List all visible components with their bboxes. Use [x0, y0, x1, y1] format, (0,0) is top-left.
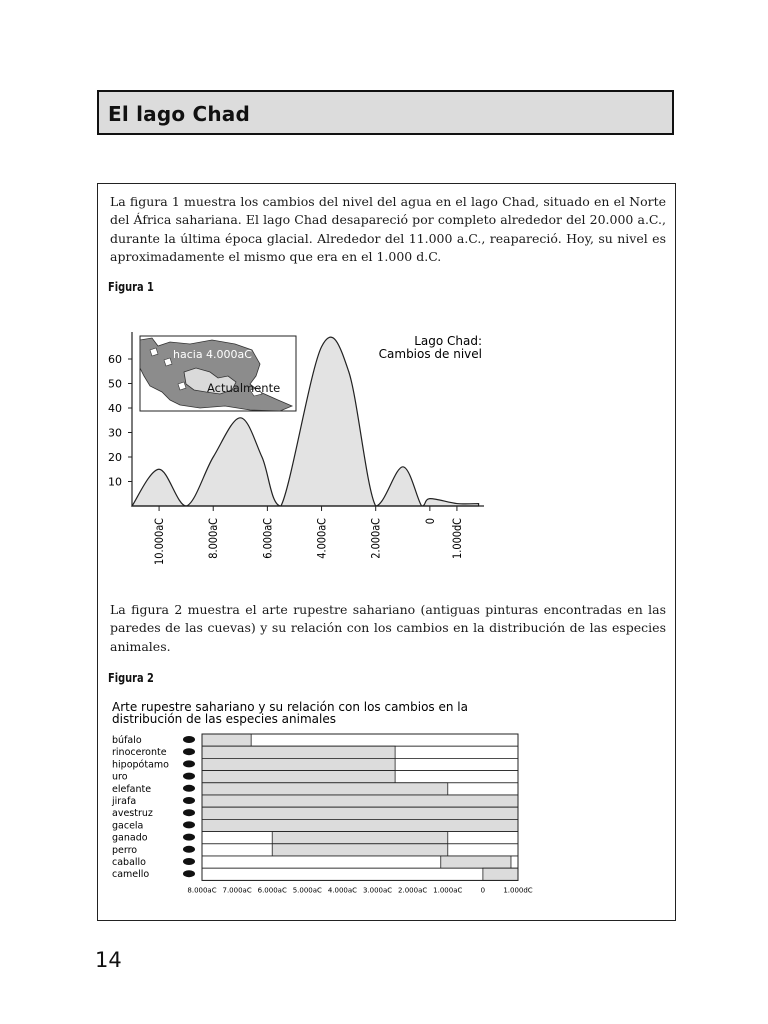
animal-icon [183, 821, 195, 828]
y-tick-label: 10 [108, 475, 122, 489]
animal-icon [183, 858, 195, 865]
species-row [112, 856, 518, 868]
x-tick-label: 10.000aC [152, 518, 167, 565]
x-tick-label: 8.000aC [206, 518, 221, 559]
presence-bar [272, 832, 448, 844]
animal-icon [183, 748, 195, 755]
section-title: El lago Chad [108, 102, 250, 126]
animal-icon [183, 797, 195, 804]
presence-bar [202, 807, 518, 819]
figure1-title-line2: Cambios de nivel [378, 347, 482, 361]
animal-icon [183, 773, 195, 780]
figure2-label: Figura 2 [108, 671, 154, 685]
section-header [97, 90, 674, 135]
species-label: búfalo [112, 735, 142, 746]
y-tick-label: 20 [108, 451, 122, 464]
x-axis-label: 8.000aC [187, 886, 217, 895]
x-axis-label: 7.000aC [222, 886, 252, 895]
row-track [202, 868, 518, 880]
presence-bar [483, 868, 518, 880]
figure1-chart [100, 320, 500, 580]
species-row [112, 807, 518, 819]
y-tick-label: 50 [108, 377, 122, 391]
species-row [112, 734, 518, 746]
presence-bar [441, 856, 511, 868]
species-label: perro [112, 844, 138, 856]
map-label-past: hacia 4.000aC [173, 348, 252, 361]
animal-icon [183, 834, 195, 841]
species-label: caballo [112, 857, 146, 868]
species-label: elefante [112, 783, 152, 795]
inset-map [140, 336, 296, 411]
mid-paragraph: La figura 2 muestra el arte rupestre sahariano (antiguas pinturas encontradas en las paredes de las cuevas) y su relación con los cambios en la distribución de las especies animales. [110, 602, 666, 654]
presence-bar [202, 795, 518, 807]
animal-icon [183, 760, 195, 767]
presence-bar [272, 844, 448, 856]
figure2-title-line2: distribución de las especies animales [112, 712, 336, 726]
animal-icon [183, 846, 195, 853]
y-tick-label: 60 [108, 353, 122, 366]
presence-bar [202, 771, 395, 783]
y-tick-label: 30 [108, 426, 122, 440]
x-tick-label: 6.000aC [260, 518, 275, 559]
species-label: ganado [112, 832, 148, 844]
x-tick-label: 4.000aC [314, 518, 329, 559]
species-label: camello [112, 869, 150, 881]
species-label: uro [112, 771, 128, 783]
x-axis-label: 1.000aC [433, 886, 463, 895]
species-row [112, 746, 518, 758]
species-label: avestruz [112, 808, 153, 820]
figure2-chart [100, 695, 540, 895]
animal-icon [183, 809, 195, 816]
x-axis-label: 6.000aC [257, 886, 287, 895]
species-row [112, 758, 518, 770]
x-axis-label: 1.000dC [503, 886, 533, 895]
page-number: 14 [95, 948, 122, 972]
presence-bar [202, 819, 518, 831]
species-row [112, 819, 518, 831]
x-axis-label: 5.000aC [292, 886, 322, 895]
species-label: rinoceronte [112, 747, 167, 759]
presence-bar [202, 758, 395, 770]
species-row [112, 771, 518, 783]
presence-bar [202, 783, 448, 795]
species-label: hipopótamo [112, 759, 169, 771]
intro-paragraph: La figura 1 muestra los cambios del nivel del agua en el lago Chad, situado en el Norte del África sahariana. El lago Chad desapareció por completo alrededor del 20.000 a.C., durante la última época glacial. Alrededor del 11.000 a.C., reapareció. Hoy, su nivel es aproximadamente el mismo que era en el 1.000 d.C. [110, 194, 666, 264]
animal-icon [183, 870, 195, 877]
animal-icon [183, 785, 195, 792]
presence-bar [202, 746, 395, 758]
species-label: jirafa [112, 796, 137, 807]
figure2-title-line1: Arte rupestre sahariano y su relación con los cambios en la [112, 700, 468, 714]
x-axis-label: 2.000aC [398, 886, 428, 895]
animal-icon [183, 736, 195, 743]
species-row [112, 844, 518, 856]
x-tick-label: 0 [423, 518, 438, 525]
presence-bar [202, 734, 251, 746]
figure1-label: Figura 1 [108, 280, 154, 294]
species-row [112, 783, 518, 795]
map-label-now: Actualmente [207, 381, 281, 395]
x-axis-label: 4.000aC [327, 886, 358, 895]
y-tick-label: 40 [108, 402, 122, 415]
species-row [112, 832, 518, 844]
x-tick-label: 2.000aC [368, 518, 383, 559]
species-row [112, 868, 518, 880]
species-label: gacela [112, 820, 144, 832]
x-tick-label: 1.000dC [450, 518, 465, 559]
x-axis-label: 0 [480, 886, 486, 895]
x-axis-label: 3.000aC [362, 886, 393, 895]
figure1-title-line1: Lago Chad: [414, 334, 482, 348]
species-row [111, 795, 518, 807]
